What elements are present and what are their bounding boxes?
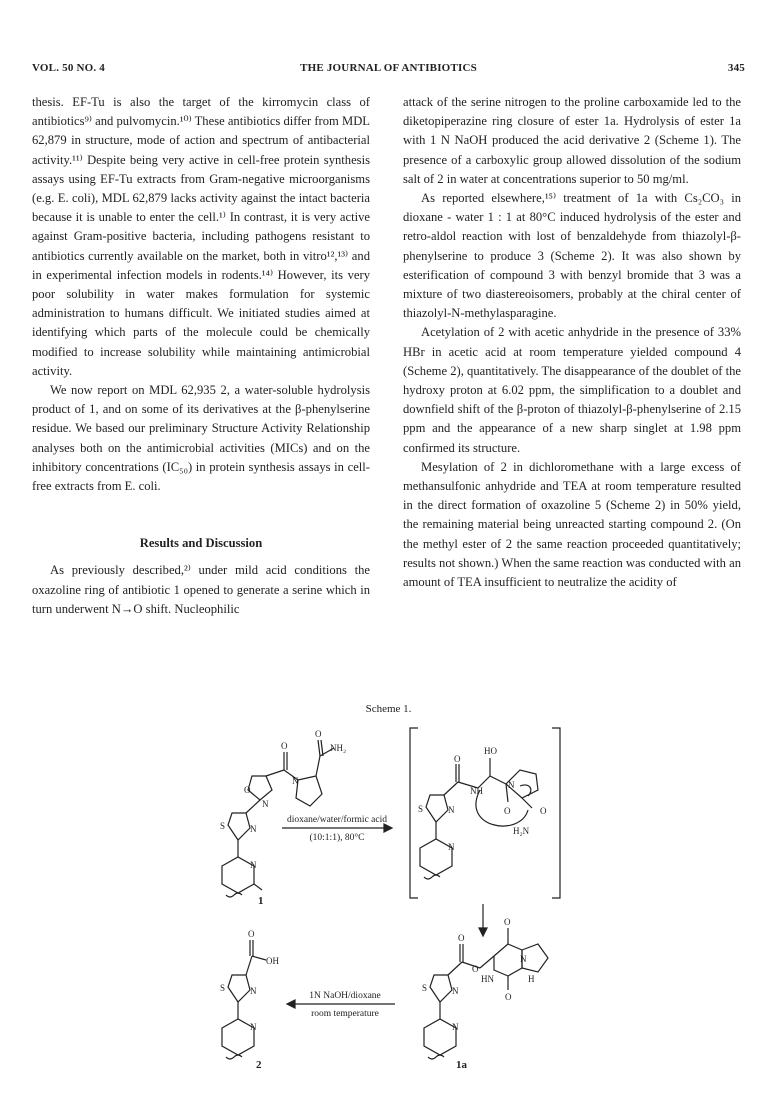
label-hn: HN — [481, 974, 494, 984]
label-s-4: S — [422, 983, 428, 993]
volume-label: VOL. 50 NO. 4 — [32, 62, 105, 74]
page-header — [32, 62, 745, 78]
label-o-3: O — [244, 785, 251, 795]
label-o-10: O — [504, 917, 511, 927]
label-o-2: O — [281, 741, 288, 751]
compound-label-2: 2 — [256, 1059, 262, 1071]
label-n-3: N — [250, 824, 257, 834]
label-o-7: O — [248, 929, 255, 939]
label-nh: NH — [470, 786, 483, 796]
scheme-caption: Scheme 1. — [365, 703, 412, 715]
label-o-1: O — [315, 729, 322, 739]
right-paragraph-2: As reported elsewhere,¹⁵⁾ treatment of 1a with Cs₂CO₃ in dioxane - water 1 : 1 at 80°C induced hydrolysis of the ester and retro-aldol reaction with lost of benzaldehyde from thiazolyl-β-phenylserine to produce 3 (Scheme 2). It was also shown by esterification of compound 3 with benzyl bromide that 3 was a mixture of two diastereoisomers, probably at the chiral center of thiazolyl-N-methylasparagine. — [403, 191, 741, 321]
label-n-6: N — [448, 805, 455, 815]
left-paragraph-2: We now report on MDL 62,935 2, a water-soluble hydrolysis product of 1, and on some of its derivatives at the β-phenylserine residue. We based our preliminary Structure Activity Relationship analyses both on the antimicrobial activities (MICs) and on the inhibitory concentrations (IC₅₀) in protein synthesis assays in cell-free extracts from E. coli. — [32, 383, 370, 494]
label-oh: OH — [266, 956, 279, 966]
scheme-1-diagram — [0, 718, 777, 1098]
left-paragraph-3: As previously described,²⁾ under mild acid conditions the oxazoline ring of antibiotic 1 opened to generate a serine which in turn underwent N→O shift. Nucleophilic — [32, 563, 370, 616]
section-heading: Results and Discussion — [139, 536, 263, 551]
label-n-5: N — [508, 780, 515, 790]
intermediate-structure — [420, 758, 538, 879]
label-nh2: NH₂ — [330, 743, 347, 753]
label-h2n: H₂N — [513, 826, 530, 836]
label-s-3: S — [220, 983, 226, 993]
label-n-1: N — [292, 776, 299, 786]
journal-title: THE JOURNAL OF ANTIBIOTICS — [300, 62, 477, 74]
compound-2-structure — [222, 940, 266, 1059]
compound-label-1: 1 — [258, 895, 264, 907]
right-paragraph-1: attack of the serine nitrogen to the proline carboxamide led to the diketopiperazine ring closure of ester 1a. Hydrolysis of ester 1a with 1 N NaOH produced the acid derivative 2 (Scheme 1). The presence of a carboxylic group allowed dissolution of the sodium salt of 2 in water at concentrations superior to 50 mg/ml. — [403, 95, 741, 186]
right-column — [403, 93, 741, 592]
label-ho: HO — [484, 746, 497, 756]
reagent-top-line1: dioxane/water/formic acid — [287, 815, 387, 825]
label-n-7: N — [448, 842, 455, 852]
left-column — [32, 93, 370, 619]
right-paragraph-4: Mesylation of 2 in dichloromethane with a large excess of methansulfonic anhydride and TEA at room temperature resulted in the direct formation of oxazoline 5 (Scheme 2) in 50% yield, the remaining material being unreacted starting compound 2. (On the methyl ester of 2 the same reaction proceeded quantitatively; results not shown.) When the same reaction was conducted with an amount of TEA insufficient to neutralize the acidity of — [403, 459, 741, 590]
label-o-4: O — [454, 754, 461, 764]
label-n-4: N — [250, 860, 257, 870]
page-number: 345 — [727, 62, 745, 74]
label-n-8: N — [250, 986, 257, 996]
left-paragraph-1: thesis. EF-Tu is also the target of the kirromycin class of antibiotics⁹⁾ and pulvomycin.¹⁰⁾ These antibiotics differ from MDL 62,879 in structure, mode of action and spectrum of antibacterial activity.¹¹⁾ Despite being very active in cell-free protein synthesis assays using EF-Tu extracts from Gram-negative microorganisms (e.g. E. coli), MDL 62,879 lacks activity against the intact bacteria because it is unable to enter the cell.¹⁾ In contrast, it is very active against Gram-positive bacteria, including pathogens resistant to antibiotics currently available on the market, both in vitro¹²,¹³⁾ and in experimental infection models in rodents.¹⁴⁾ However, its very poor solubility in water makes formulation for systemic administration to humans difficult. We initiated studies aimed at identifying which parts of the molecule could be chemically modified to increase solubility while maintaining antimicrobial activity. — [32, 95, 370, 378]
label-o-8: O — [458, 933, 465, 943]
label-n-10: N — [520, 954, 527, 964]
label-o-9: O — [472, 964, 479, 974]
label-o-11: O — [505, 992, 512, 1002]
reagent-top-line2: (10:1:1), 80°C — [309, 833, 365, 843]
label-o-5: O — [504, 806, 511, 816]
label-o-6: O — [540, 806, 547, 816]
label-n-9: N — [250, 1022, 257, 1032]
label-n-12: N — [452, 1022, 459, 1032]
reagent-bottom-line2: room temperature — [311, 1009, 379, 1019]
label-n-2: N — [262, 799, 269, 809]
reagent-bottom-line1: 1N NaOH/dioxane — [309, 991, 381, 1001]
right-paragraph-3: Acetylation of 2 with acetic anhydride in the presence of 33% HBr in acetic acid at room temperature yielded compound 4 (Scheme 2), quantitatively. The disappearance of the doublet of the hydroxy proton at 6.02 ppm, the simplification to a doublet and downfield shift of the β-proton of thiazolyl-β-phenylserine of 2.15 ppm and the appearance of a new sharp singlet at 1.98 ppm confirmed its structure. — [403, 325, 741, 455]
label-n-11: N — [452, 986, 459, 996]
label-h: H — [528, 974, 535, 984]
compound-1a-structure — [424, 928, 548, 1059]
label-s-1: S — [220, 821, 226, 831]
compound-label-1a: 1a — [456, 1059, 467, 1071]
label-s-2: S — [418, 804, 424, 814]
